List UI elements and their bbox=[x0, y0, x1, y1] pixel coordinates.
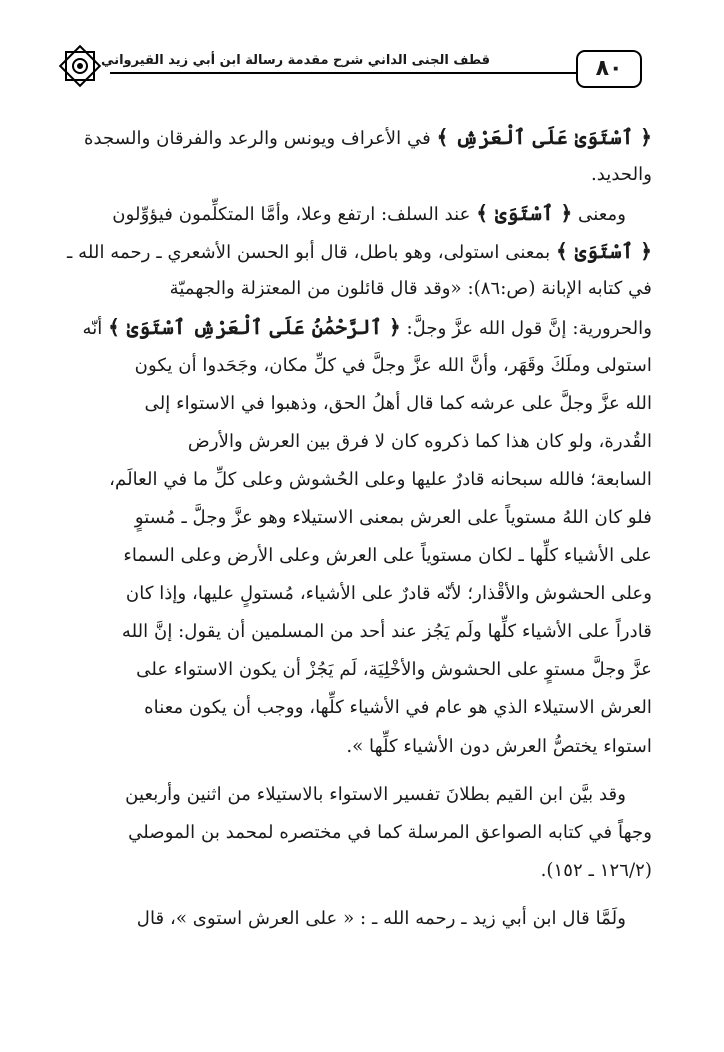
text-line: السابعة؛ فالله سبحانه قادرٌ عليها وعلى الحُشوش وعلى كلِّ ما في العالَم، bbox=[109, 468, 652, 490]
ornament-icon bbox=[54, 40, 106, 92]
text-line: في كتابه الإبانة (ص:٨٦): «وقد قال قائلون من المعتزلة والجهميّة bbox=[169, 278, 652, 300]
text-line: القُدرة، ولو كان هذا كما ذكروه كان لا فرق بين العرش والأرض bbox=[187, 430, 652, 452]
page-number: ٨٠ bbox=[576, 50, 642, 88]
quran-verse: ﴿ ٱلرَّحْمَٰنُ عَلَى ٱلْعَرْشِ ٱسْتَوَىٰ ﴾ bbox=[108, 315, 401, 340]
text-line: فلو كان اللهُ مستوياً على العرش بمعنى الاستيلاء وهو عزَّ وجلَّ ـ مُستوٍ bbox=[134, 506, 652, 528]
text-line: على الأشياء كلِّها ـ لكان مستوياً على العرش وعلى الأرض وعلى السماء bbox=[123, 545, 652, 567]
text-line: عزَّ وجلَّ مستوٍ على الحشوش والأخْلِيَة، لَم يَجُزْ أن يكون الاستواء على bbox=[136, 659, 652, 681]
quran-verse: ﴿ ٱسْتَوَىٰ ﴾ bbox=[556, 239, 652, 264]
text-line: قادراً على الأشياء كلِّها ولَم يَجُز عند أحد من المسلمين أن يقول: إنَّ الله bbox=[121, 621, 652, 643]
text-line: ﴿ ٱسْتَوَىٰ ﴾ بمعنى استولى، وهو باطل، قال أبو الحسن الأشعري ـ رحمه الله ـ bbox=[67, 239, 652, 264]
page-header bbox=[54, 46, 658, 90]
body-text bbox=[62, 118, 652, 938]
text-line: الله عزَّ وجلَّ على عرشه كما قال أهلُ الحق، وذهبوا في الاستواء إلى bbox=[144, 392, 652, 414]
text-line: والحديد. bbox=[590, 164, 652, 186]
text-line: استواء يختصُّ العرش دون الأشياء كلِّها ». bbox=[346, 735, 652, 757]
text-line: العرش الاستيلاء الذي هو عام في الأشياء كلِّها، ووجب أن يكون معناه bbox=[144, 697, 652, 719]
text-line: والحرورية: إنَّ قول الله عزَّ وجلَّ: ﴿ ٱلرَّحْمَٰنُ عَلَى ٱلْعَرْشِ ٱسْتَوَىٰ ﴾ أنّه bbox=[82, 315, 652, 340]
header-rule bbox=[110, 72, 576, 74]
text-line: (١٢٦/٢ ـ ١٥٢). bbox=[540, 859, 652, 881]
text-line: ومعنى ﴿ ٱسْتَوَىٰ ﴾ عند السلف: ارتفع وعلا، وأمَّا المتكلِّمون فيؤوِّلون bbox=[112, 201, 626, 226]
book-title: قطف الجنى الداني شرح مقدمة رسالة ابن أبي زيد القيرواني bbox=[101, 53, 490, 68]
text-line: وعلى الحشوش والأقْذار؛ لأنّه قادرٌ على الأشياء، مُستولٍ عليها، وإذا كان bbox=[125, 583, 652, 605]
text-line: استولى وملَكَ وقَهَر، وأنَّ الله عزَّ وجلَّ في كلِّ مكان، وجَحَدوا أن يكون bbox=[134, 354, 652, 376]
text-line: وجهاً في كتابه الصواعق المرسلة كما في مختصره لمحمد بن الموصلي bbox=[128, 821, 652, 843]
quran-verse: ﴿ ٱسْتَوَىٰ عَلَى ٱلْعَرْشِ ﴾ bbox=[436, 125, 652, 149]
quran-verse: ﴿ ٱسْتَوَىٰ ﴾ bbox=[476, 201, 573, 226]
text-line: ﴿ ٱسْتَوَىٰ عَلَى ٱلْعَرْشِ ﴾ في الأعراف ويونس والرعد والفرقان والسجدة bbox=[83, 125, 652, 149]
text-line: وقد بيَّن ابن القيم بطلانَ تفسير الاستواء بالاستيلاء من اثنين وأربعين bbox=[125, 783, 626, 805]
text-line: ولَمَّا قال ابن أبي زيد ـ رحمه الله ـ : « على العرش استوى »، قال bbox=[136, 907, 626, 929]
